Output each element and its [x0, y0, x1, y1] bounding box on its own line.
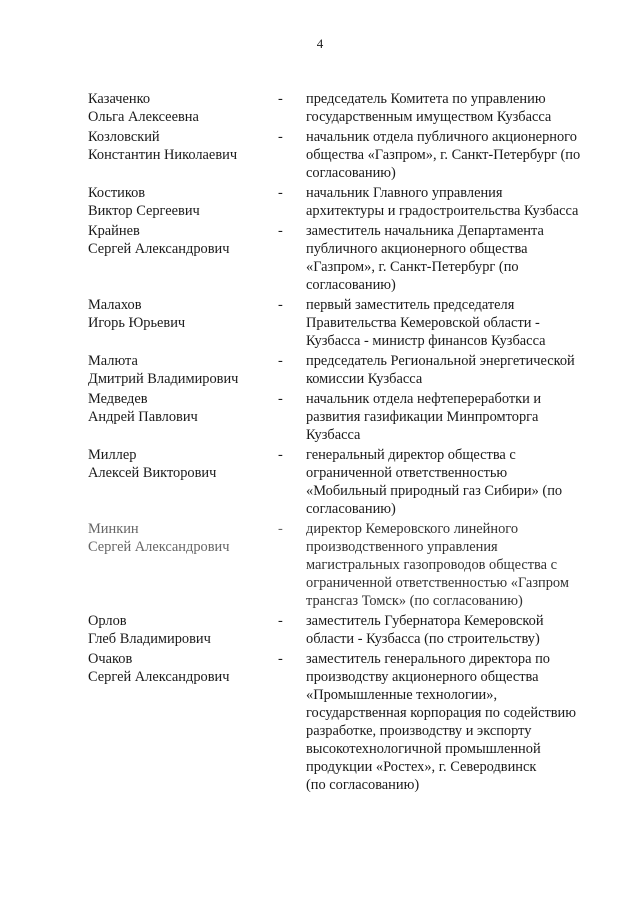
- member-given-name: Ольга Алексеевна: [88, 109, 199, 125]
- member-surname: Костиков: [88, 185, 146, 201]
- list-item: [88, 446, 608, 518]
- list-item: [88, 352, 608, 388]
- list-item: [88, 90, 608, 126]
- list-item: [88, 222, 608, 294]
- member-name: [88, 390, 278, 444]
- member-given-name: Сергей Александрович: [88, 539, 230, 555]
- member-role: председатель Региональной энергетической комиссии Кузбасса: [306, 353, 575, 387]
- member-given-name: Сергей Александрович: [88, 669, 230, 685]
- member-surname: Козловский: [88, 129, 160, 145]
- list-item: [88, 390, 608, 444]
- member-surname: Миллер: [88, 447, 137, 463]
- member-role: генеральный директор общества с ограниченной ответственностью «Мобильный природный газ Сибири» (по согласованию): [306, 447, 563, 517]
- member-surname: Минкин: [88, 521, 139, 537]
- member-surname: Крайнев: [88, 223, 140, 239]
- dash-separator: -: [278, 447, 283, 463]
- member-given-name: Виктор Сергеевич: [88, 203, 200, 219]
- member-surname: Очаков: [88, 651, 133, 667]
- member-surname: Малахов: [88, 297, 142, 313]
- dash-separator: -: [278, 521, 283, 537]
- member-name: [88, 128, 278, 182]
- dash-separator: -: [278, 129, 283, 145]
- member-role: заместитель Губернатора Кемеровской области - Кузбасса (по строительству): [306, 613, 544, 647]
- member-given-name: Алексей Викторович: [88, 465, 217, 481]
- member-role: заместитель генерального директора по производству акционерного общества «Промышленные технологии», государственная корпорация по содействию разработке, производству и экспорту высокотехнологичной промышленной продукции «Ростех», г. Северодвинск (по согласованию): [306, 651, 577, 793]
- member-given-name: Константин Николаевич: [88, 147, 238, 163]
- member-name: [88, 296, 278, 350]
- member-given-name: Андрей Павлович: [88, 409, 198, 425]
- member-role: начальник отдела публичного акционерного общества «Газпром», г. Санкт-Петербург (по согласованию): [306, 129, 581, 181]
- dash-separator: -: [278, 391, 283, 407]
- dash-separator: -: [278, 91, 283, 107]
- member-surname: Медведев: [88, 391, 148, 407]
- member-role: директор Кемеровского линейного производственного управления магистральных газопроводов общества с ограниченной ответственностью «Газпром трансгаз Томск» (по согласованию): [306, 521, 569, 609]
- member-role: начальник Главного управления архитектуры и градостроительства Кузбасса: [306, 185, 579, 219]
- member-list: [88, 90, 608, 796]
- member-role: заместитель начальника Департамента публичного акционерного общества «Газпром», г. Санкт-Петербург (по согласованию): [306, 223, 544, 293]
- list-item: [88, 650, 608, 794]
- member-surname: Орлов: [88, 613, 127, 629]
- member-surname: Малюта: [88, 353, 138, 369]
- member-name: [88, 446, 278, 518]
- dash-separator: -: [278, 223, 283, 239]
- member-role: первый заместитель председателя Правительства Кемеровской области - Кузбасса - министр финансов Кузбасса: [306, 297, 546, 349]
- member-name: [88, 520, 278, 610]
- dash-separator: -: [278, 651, 283, 667]
- member-given-name: Глеб Владимирович: [88, 631, 211, 647]
- list-item: [88, 520, 608, 610]
- member-name: [88, 90, 278, 126]
- dash-separator: -: [278, 613, 283, 629]
- member-name: [88, 184, 278, 220]
- member-role: начальник отдела нефтепереработки и развития газификации Минпромторга Кузбасса: [306, 391, 542, 443]
- list-item: [88, 296, 608, 350]
- dash-separator: -: [278, 353, 283, 369]
- member-surname: Казаченко: [88, 91, 151, 107]
- dash-separator: -: [278, 297, 283, 313]
- member-role: председатель Комитета по управлению государственным имуществом Кузбасса: [306, 91, 552, 125]
- member-given-name: Сергей Александрович: [88, 241, 230, 257]
- member-given-name: Игорь Юрьевич: [88, 315, 186, 331]
- member-name: [88, 222, 278, 294]
- list-item: [88, 184, 608, 220]
- list-item: [88, 612, 608, 648]
- member-name: [88, 612, 278, 648]
- list-item: [88, 128, 608, 182]
- dash-separator: -: [278, 185, 283, 201]
- member-given-name: Дмитрий Владимирович: [88, 371, 239, 387]
- page-number: 4: [316, 36, 324, 51]
- member-name: [88, 352, 278, 388]
- member-name: [88, 650, 278, 794]
